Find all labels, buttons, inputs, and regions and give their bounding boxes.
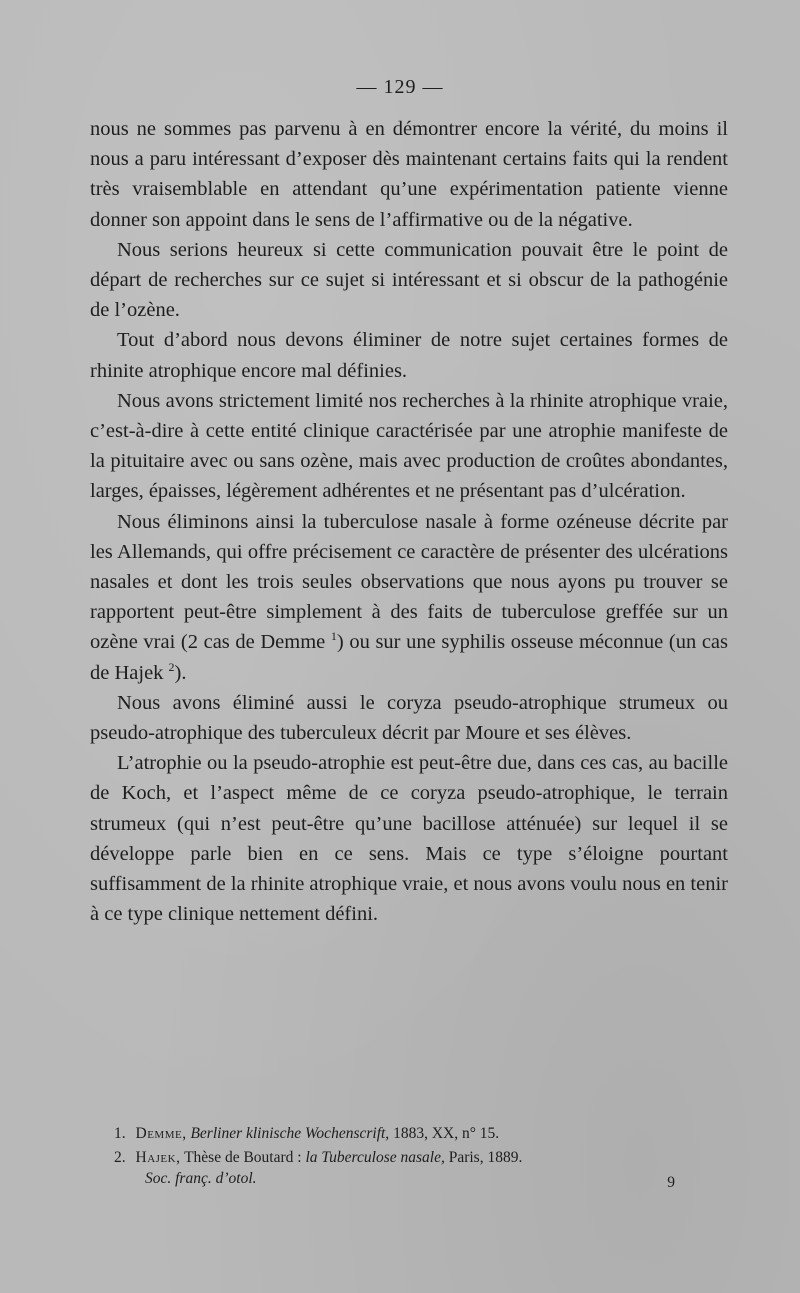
paragraph-5-text-a: Nous éliminons ainsi la tuberculose nasale à forme ozéneuse décrite par les Allemands, qui offre précisement ce caractère de présenter des ulcérations nasales et dont les trois seules observations que nous ayons pu trouver se rapportent peut-être simplement à des faits de tuberculose greffée sur un ozène vrai (2 cas de Demme — [90, 510, 728, 654]
paragraph-1: nous ne sommes pas parvenu à en démontrer encore la vérité, du moins il nous a paru intéressant d’exposer dès maintenant certains faits qui la rendent très vraisemblable en attendant qu’une expérimentation patiente vienne donner son appoint dans le sens de l’affirmative ou de la négative. — [90, 118, 728, 231]
body-text — [90, 114, 728, 929]
footnote-ref-2: 2 — [168, 659, 175, 674]
paragraph-2: Nous serions heureux si cette communication pouvait être le point de départ de recherches sur ce sujet si intéressant et si obscur de la pathogénie de l’ozène. — [90, 238, 728, 322]
signature-number: 9 — [667, 1174, 675, 1191]
signature-line — [145, 1170, 675, 1191]
footnote-author: Hajek, — [135, 1149, 181, 1166]
footnote-number: 1. — [114, 1125, 126, 1142]
paragraph-7: L’atrophie ou la pseudo-atrophie est peut-être due, dans ces cas, au bacille de Koch, et l’aspect même de ce coryza pseudo-atrophique, le terrain strumeux (qui n’est peut-être qu’une bacillose atténuée) sur lequel il se développe parle bien en ce sens. Mais ce type s’éloigne pourtant suffisamment de la rhinite atrophique vraie, et nous avons voulu nous en tenir à ce type clinique nettement défini. — [90, 752, 728, 926]
signature-mark: Soc. franç. d’otol. — [145, 1170, 257, 1187]
paragraph-4: Nous avons strictement limité nos recherches à la rhinite atrophique vraie, c’est-à-dire à cette entité clinique caractérisée par une atrophie manifeste de la pituitaire avec ou sans ozène, mais avec production de croûtes abondantes, larges, épaisses, légèrement adhérentes et ne présentant pas d’ulcération. — [90, 389, 728, 503]
footnote-title: la Tuberculose nasale, — [305, 1149, 445, 1166]
footnote-author: Demme, — [135, 1125, 187, 1142]
page-number: — 129 — — [356, 76, 444, 98]
footnote-2 — [90, 1146, 728, 1170]
footnote-title: Berliner klinische Wochenscrift, — [190, 1125, 390, 1142]
footnote-prefix: Thèse de Boutard : — [184, 1149, 302, 1166]
paragraph-6: Nous avons éliminé aussi le coryza pseudo-atrophique strumeux ou pseudo-atrophique des tuberculeux décrit par Moure et ses élèves. — [90, 691, 728, 745]
paragraph-5-text-c: ). — [174, 661, 187, 684]
paragraph-5 — [90, 507, 728, 688]
paragraph-5-text-b: ) ou sur une syphilis osseuse méconnue (un cas de Hajek — [90, 631, 728, 684]
footnote-1 — [90, 1122, 728, 1146]
footnote-details: Paris, 1889. — [448, 1149, 523, 1166]
footnote-ref-1: 1 — [330, 629, 337, 644]
footnote-details: 1883, XX, n° 15. — [393, 1125, 500, 1142]
footnote-number: 2. — [114, 1149, 126, 1166]
paragraph-3: Tout d’abord nous devons éliminer de notre sujet certaines formes de rhinite atrophique encore mal définies. — [90, 329, 728, 382]
footnotes — [90, 1122, 728, 1170]
